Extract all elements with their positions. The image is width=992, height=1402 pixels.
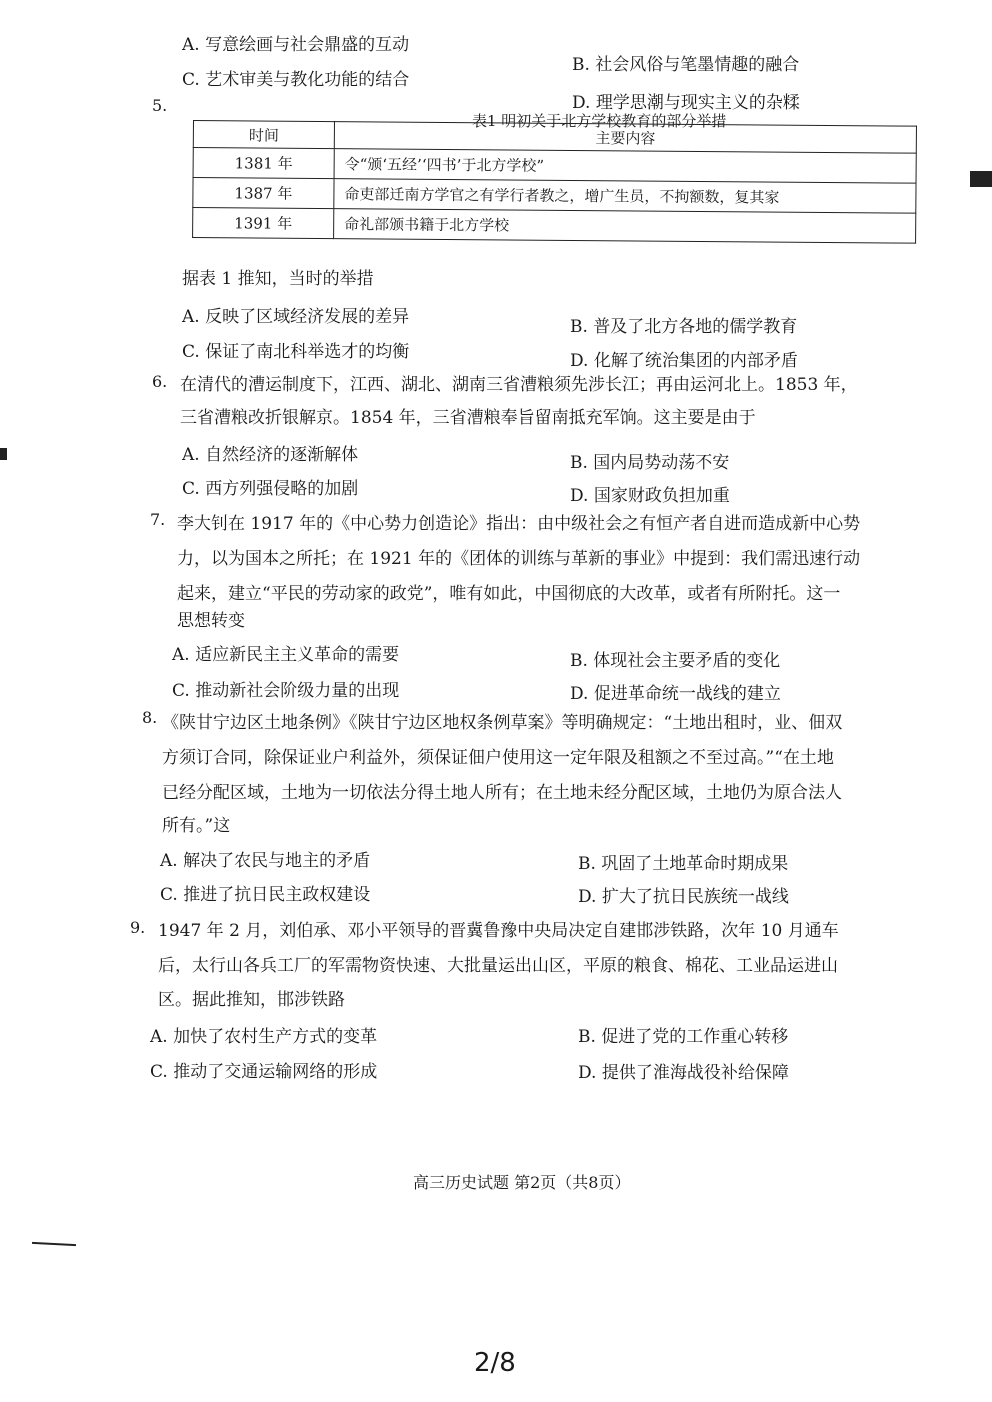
q7-stem-line3: 起来，建立“平民的劳动家的政党”，唯有如此，中国彻底的大改革，或者有所附托。这一 (177, 584, 841, 604)
q5-option-c: C. 保证了南北科举选才的均衡 (182, 342, 410, 362)
q7-option-d: D. 促进革命统一战线的建立 (570, 684, 781, 704)
q7-stem-line2: 力，以为国本之所托；在 1921 年的《团体的训练与革新的事业》中提到：我们需迅速行动 (177, 549, 861, 569)
q5-option-a: A. 反映了区域经济发展的差异 (182, 307, 410, 327)
q8-stem-line4: 所有。”这 (162, 816, 231, 836)
table-cell-year: 1387 年 (193, 178, 334, 209)
scan-mark (970, 171, 992, 187)
q8-number: 8. (142, 708, 158, 727)
q4-option-d: D. 理学思潮与现实主义的杂糅 (572, 93, 800, 113)
q7-option-c: C. 推动新社会阶级力量的出现 (172, 681, 400, 701)
q8-stem-line3: 已经分配区域，土地为一切依法分得土地人所有；在土地未经分配区域，土地仍为原合法人 (162, 783, 842, 803)
table-header-content: 主要内容 (334, 122, 916, 154)
q7-stem-line1: 李大钊在 1917 年的《中心势力创造论》指出：由中级社会之有恒产者自进而造成新中心势 (177, 514, 861, 534)
table-cell-year: 1381 年 (193, 148, 334, 179)
page-indicator: 2/8 (474, 1348, 516, 1378)
q7-stem-line4: 思想转变 (177, 611, 245, 631)
q9-number: 9. (130, 918, 146, 937)
q9-option-a: A. 加快了农村生产方式的变革 (150, 1027, 378, 1047)
table-cell-content: 命吏部迁南方学官之有学行者教之，增广生员，不拘额数，复其家 (334, 179, 916, 214)
q8-option-b: B. 巩固了土地革命时期成果 (578, 854, 789, 874)
q9-option-b: B. 促进了党的工作重心转移 (578, 1027, 789, 1047)
q7-option-b: B. 体现社会主要矛盾的变化 (570, 651, 781, 671)
q5-stem: 据表 1 推知，当时的举措 (182, 269, 374, 289)
q4-option-a: A. 写意绘画与社会鼎盛的互动 (182, 35, 410, 55)
q9-stem-line3: 区。据此推知，邯涉铁路 (158, 990, 345, 1010)
q7-number: 7. (150, 510, 166, 529)
q9-stem-line1: 1947 年 2 月，刘伯承、邓小平领导的晋冀鲁豫中央局决定自建邯涉铁路，次年 10 月通车 (158, 921, 839, 941)
q6-stem-line2: 三省漕粮改折银解京。1854 年，三省漕粮奉旨留南抵充军饷。这主要是由于 (180, 408, 756, 428)
q8-option-a: A. 解决了农民与地主的矛盾 (160, 851, 371, 871)
q9-stem-line2: 后，太行山各兵工厂的军需物资快速、大批量运出山区，平原的粮食、棉花、工业品运进山 (158, 956, 838, 976)
q8-stem-line2: 方须订合同，除保证业户利益外，须保证佃户使用这一定年限及租额之不至过高。”“在土地 (162, 748, 834, 768)
table-cell-content: 令“颁‘五经’‘四书’于北方学校” (334, 149, 916, 184)
table-row (193, 208, 916, 244)
table-caption: 表1 明初关于北方学校教育的部分举措 (472, 112, 727, 130)
q6-option-b: B. 国内局势动荡不安 (570, 453, 730, 473)
q4-option-b: B. 社会风俗与笔墨情趣的融合 (572, 55, 800, 75)
q5-option-b: B. 普及了北方各地的儒学教育 (570, 317, 798, 337)
scan-mark (32, 1242, 76, 1246)
q8-stem-line1: 《陕甘宁边区土地条例》《陕甘宁边区地权条例草案》等明确规定：“土地出租时，业、佃双 (162, 713, 843, 733)
q6-number: 6. (152, 372, 168, 391)
q5-option-d: D. 化解了统治集团的内部矛盾 (570, 351, 798, 371)
q8-option-c: C. 推进了抗日民主政权建设 (160, 885, 371, 905)
q5-table (192, 120, 917, 244)
table-cell-year: 1391 年 (193, 208, 334, 239)
q8-option-d: D. 扩大了抗日民族统一战线 (578, 887, 789, 907)
scan-mark (0, 448, 7, 460)
q5-number: 5. (152, 96, 168, 115)
q4-option-c: C. 艺术审美与教化功能的结合 (182, 70, 410, 90)
q7-option-a: A. 适应新民主主义革命的需要 (172, 645, 400, 665)
page-footer: 高三历史试题 第2页（共8页） (413, 1173, 631, 1192)
q6-option-a: A. 自然经济的逐渐解体 (182, 445, 359, 465)
table-cell-content: 命礼部颁书籍于北方学校 (334, 209, 916, 244)
q9-option-d: D. 提供了淮海战役补给保障 (578, 1063, 789, 1083)
table-header-time: 时间 (193, 121, 334, 149)
q6-stem-line1: 在清代的漕运制度下，江西、湖北、湖南三省漕粮须先涉长江；再由运河北上。1853 年， (180, 375, 858, 395)
q6-option-c: C. 西方列强侵略的加剧 (182, 479, 359, 499)
q9-option-c: C. 推动了交通运输网络的形成 (150, 1062, 378, 1082)
q6-option-d: D. 国家财政负担加重 (570, 486, 730, 506)
